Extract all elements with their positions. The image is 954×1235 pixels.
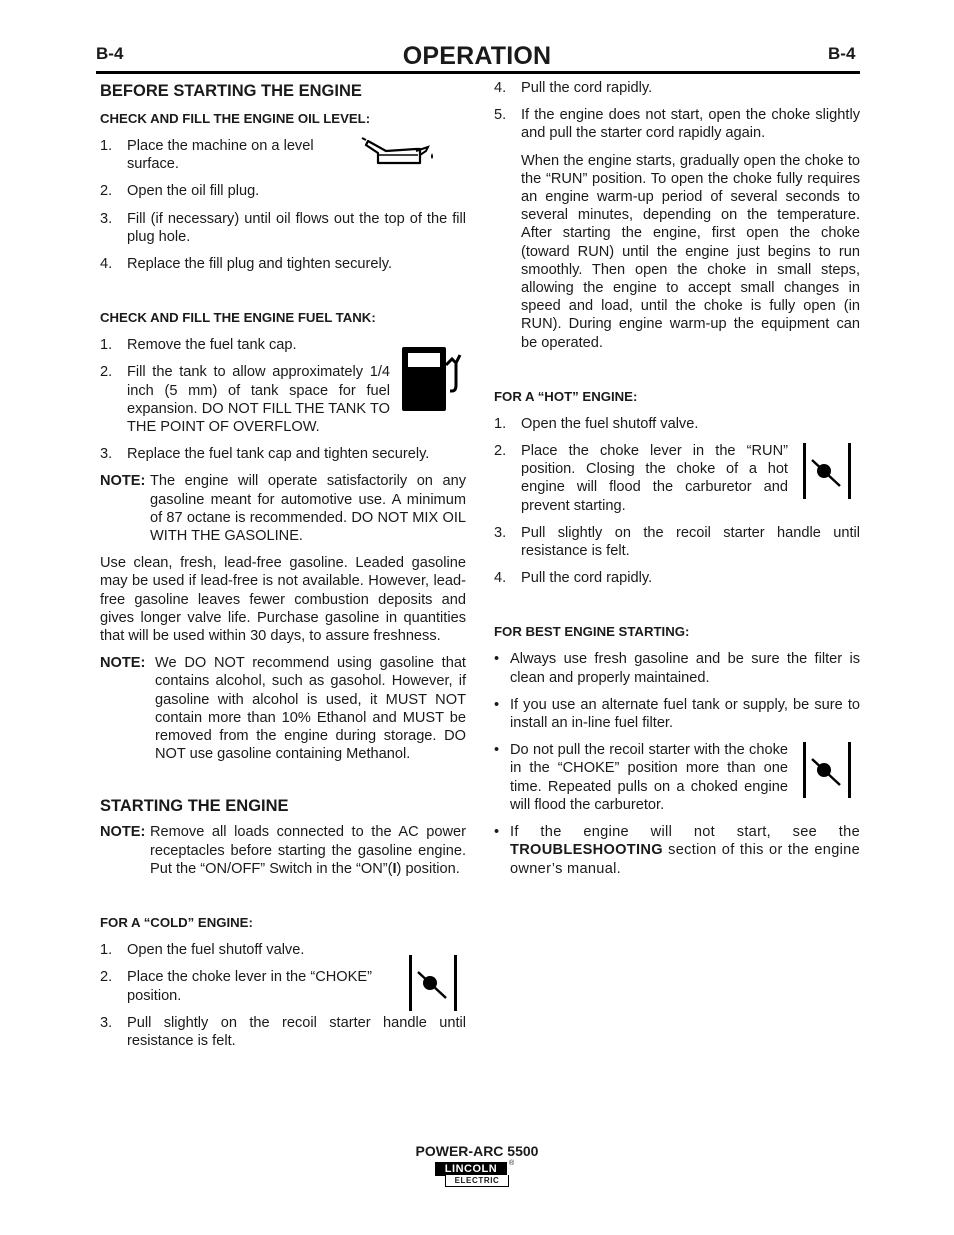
cold-step-1: 1. Open the fuel shutoff valve. [100,942,305,959]
section-title-before-starting: BEFORE STARTING THE ENGINE [100,82,362,100]
fuel-pump-icon [400,345,466,415]
left-column [100,80,466,1050]
oil-step-1-text: Place the machine on a level surface. [127,138,314,173]
choke-lever-icon [800,442,860,500]
cold-step-2: 2. Place the choke lever in the “CHOKE” position. [100,968,466,1004]
hot-step-1: 1. Open the fuel shutoff valve. [494,415,699,432]
choke-lever-icon [406,954,466,1012]
oil-step-2: 2. Open the oil fill plug. [100,183,260,200]
best-bullet-4: • If the engine will not start, see the TROUBLESHOOTING section of this or the engine owner’s manual. [494,824,860,877]
troubleshooting-reference: TROUBLESHOOTING [510,842,663,859]
fuel-step-1: 1. Remove the fuel tank cap. [100,337,297,354]
fuel-step-3: 3. Replace the fuel tank cap and tighten securely. [100,446,430,463]
page-number-right: B-4 [828,44,856,63]
hot-step-2: 2. Place the choke lever in the “RUN” position. Closing the choke of a hot engine will flood the carburetor and prevent starting. [494,442,860,515]
logo-top-text: LINCOLN [435,1162,507,1176]
section-title-starting: STARTING THE ENGINE [100,797,289,816]
best-bullet-1: • Always use fresh gasoline and be sure the filter is clean and properly maintained. [494,651,860,686]
cold-step-3: 3. Pull slightly on the recoil starter handle until resistance is felt. [100,1014,466,1049]
best-bullet-3: • Do not pull the recoil starter with the choke in the “CHOKE” position more than one time. Repeated pulls on a choked engine will flood the carburetor. [494,741,860,814]
lincoln-electric-logo [433,1160,515,1187]
choke-lever-icon [800,741,860,799]
note-octane: NOTE: The engine will operate satisfactorily on any gasoline meant for automotive use. A minimum of 87 octane is recommended. DO NOT MIX OIL WITH THE GASOLINE. [100,473,466,545]
footer-model-name: POWER-ARC 5500 [415,1143,539,1159]
cold-heading: FOR A “COLD” ENGINE: [100,915,253,931]
cold-step-4: 4. Pull the cord rapidly. [494,80,653,96]
right-column [494,80,860,878]
hot-step-3: 3. Pull slightly on the recoil starter handle until resistance is felt. [494,524,860,560]
page-title: OPERATION [402,42,552,70]
hot-step-4: 4. Pull the cord rapidly. [494,570,653,587]
registered-mark: ® [509,1160,515,1167]
hot-heading: FOR A “HOT” ENGINE: [494,388,638,404]
fuel-step-2: 2. Fill the tank to allow approximately 1/4 inch (5 mm) of tank space for fuel expansion. DO NOT FILL THE TANK TO THE POINT OF OVERFLOW. [100,363,466,436]
header-rule [96,71,860,74]
oil-step-3: 3. Fill (if necessary) until oil flows out the top of the fill plug hole. [100,210,466,245]
oil-can-icon [356,137,466,171]
oil-step-4: 4. Replace the fill plug and tighten securely. [100,256,393,273]
warmup-paragraph: When the engine starts, gradually open the choke to the “RUN” position. To open the choke fully requires an engine warm-up period of several seconds to several minutes, depending on the temperature. After starting the engine, first open the choke (toward RUN) until the engine just begins to run smoothly. Then open the choke in small steps, allowing the engine to accept small changes in speed and load, until the choke is fully open (in RUN). During engine warm-up the equipment can be operated. [521,152,860,351]
cold-step-5: 5. If the engine does not start, open the choke slightly and pull the starter cord rapidly again. [494,107,860,142]
note-remove-loads: NOTE: Remove all loads connected to the AC power receptacles before starting the gasoline engine. Put the “ON/OFF” Switch in the “ON”(I) position. [100,824,466,877]
best-bullet-2: • If you use an alternate fuel tank or supply, be sure to install an in-line fuel filter. [494,696,860,732]
fuel-heading: CHECK AND FILL THE ENGINE FUEL TANK: [100,310,376,326]
note-alcohol: NOTE: We DO NOT recommend using gasoline that contains alcohol, such as gasohol. However, if gasoline with alcohol is used, it MUST NOT contain more than 10% Ethanol and MUST be removed from the engine during storage. DO NOT use gasoline containing Methanol. [100,655,466,763]
best-heading: FOR BEST ENGINE STARTING: [494,624,690,640]
oil-heading: CHECK AND FILL THE ENGINE OIL LEVEL: [100,111,371,126]
oil-step-1: 1. Place the machine on a level surface. [100,137,466,173]
gasoline-paragraph: Use clean, fresh, lead-free gasoline. Leaded gasoline may be used if lead-free is not available. However, lead-free gasoline leaves fewer combustion deposits and gives longer valve life. Purchase gasoline in quantities that will be used within 30 days, to assure freshness. [100,555,466,645]
page-number-left: B-4 [96,44,124,63]
logo-bottom-text: ELECTRIC [445,1175,509,1187]
